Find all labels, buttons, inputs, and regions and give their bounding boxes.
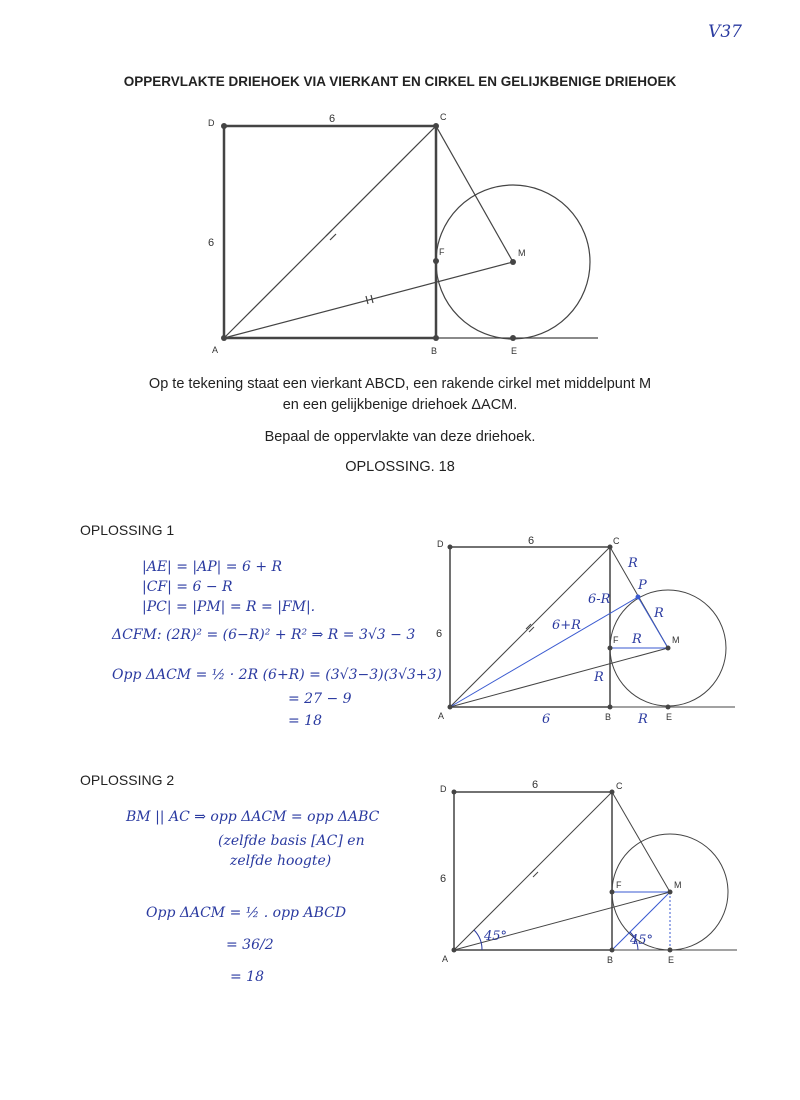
sol1-line-3: |PC| = |PM| = R = |FM|. bbox=[142, 599, 316, 615]
s1-note-r-top: R bbox=[628, 556, 638, 571]
s2-label-c: C bbox=[616, 781, 623, 791]
s1-label-side-top: 6 bbox=[528, 535, 535, 547]
sol1-line-5: Opp ΔACM = ½ · 2R (6+R) = (3√3−3)(3√3+3) bbox=[112, 667, 442, 683]
s1-label-d: D bbox=[437, 539, 444, 549]
main-figure bbox=[200, 108, 620, 360]
s1-note-6-bottom: 6 bbox=[542, 712, 551, 727]
s2-label-e: E bbox=[668, 955, 675, 965]
point-b bbox=[433, 335, 439, 341]
page-title: OPPERVLAKTE DRIEHOEK VIA VIERKANT EN CIRKEL EN GELIJKBENIGE DRIEHOEK bbox=[123, 74, 677, 89]
s1-label-f: F bbox=[613, 635, 619, 645]
sol1-line-6: = 27 − 9 bbox=[288, 691, 352, 707]
segment-am bbox=[224, 262, 513, 338]
label-f: F bbox=[439, 247, 445, 257]
s1-note-6-plus-r: 6+R bbox=[552, 618, 581, 633]
label-c: C bbox=[440, 112, 447, 122]
label-e: E bbox=[511, 346, 518, 356]
s1-note-6-minus-r: 6-R bbox=[588, 592, 611, 607]
solution1-heading: OPLOSSING 1 bbox=[80, 522, 175, 538]
problem-line-2: en een gelijkbenige driehoek ΔACM. bbox=[282, 397, 518, 413]
label-m: M bbox=[518, 248, 526, 258]
sol1-line-7: = 18 bbox=[288, 713, 322, 729]
s1-note-r-low: R bbox=[594, 670, 604, 685]
s2-note-angle-b: 45° bbox=[630, 933, 654, 948]
s2-label-a: A bbox=[442, 954, 449, 964]
sol1-line-1: |AE| = |AP| = 6 + R bbox=[142, 559, 283, 575]
s2-label-b: B bbox=[607, 955, 614, 965]
sol2-line-5: = 36/2 bbox=[226, 937, 274, 953]
s2-label-d: D bbox=[440, 784, 447, 794]
point-c bbox=[433, 123, 439, 129]
s1-label-side-left: 6 bbox=[436, 628, 443, 640]
sol1-line-4: ΔCFM: (2R)² = (6−R)² + R² ⇒ R = 3√3 − 3 bbox=[112, 627, 416, 643]
s1-note-p: P bbox=[638, 578, 647, 593]
solution1-figure bbox=[430, 535, 750, 727]
s2-label-side-top: 6 bbox=[532, 779, 539, 791]
label-side-top: 6 bbox=[329, 113, 336, 125]
s1-label-m: M bbox=[672, 635, 680, 645]
sol2-line-6: = 18 bbox=[230, 969, 264, 985]
label-a: A bbox=[212, 345, 219, 355]
sol2-line-4: Opp ΔACM = ½ . opp ABCD bbox=[146, 905, 347, 921]
s1-label-b: B bbox=[605, 712, 612, 722]
point-f bbox=[433, 258, 439, 264]
label-side-left: 6 bbox=[208, 237, 215, 249]
sol2-line-1: BM || AC ⇒ opp ΔACM = opp ΔABC bbox=[126, 809, 380, 825]
s2-note-angle-a: 45° bbox=[484, 929, 508, 944]
s2-label-m: M bbox=[674, 880, 682, 890]
sol1-line-2: |CF| = 6 − R bbox=[142, 579, 233, 595]
s1-note-r-right: R bbox=[654, 606, 664, 621]
s1-label-c: C bbox=[613, 536, 620, 546]
problem-line-1: Op te tekening staat een vierkant ABCD, een rakende cirkel met middelpunt M bbox=[148, 376, 652, 392]
point-m bbox=[510, 259, 516, 265]
point-d bbox=[221, 123, 227, 129]
label-d: D bbox=[208, 118, 215, 128]
label-b: B bbox=[431, 346, 438, 356]
s2-label-side-left: 6 bbox=[440, 873, 447, 885]
problem-line-3: Bepaal de oppervlakte van deze driehoek. bbox=[264, 429, 536, 445]
segment-cm bbox=[436, 126, 513, 262]
s1-label-a: A bbox=[438, 711, 445, 721]
s2-label-f: F bbox=[616, 880, 622, 890]
s1-label-e: E bbox=[666, 712, 673, 722]
s1-note-r-bottom: R bbox=[638, 712, 648, 727]
solution2-heading: OPLOSSING 2 bbox=[80, 772, 175, 788]
sol2-line-3: zelfde hoogte) bbox=[230, 853, 332, 869]
point-a bbox=[221, 335, 227, 341]
sol2-line-2: (zelfde basis [AC] en bbox=[218, 833, 365, 849]
s1-note-r-mid: R bbox=[632, 632, 642, 647]
answer-line: OPLOSSING. 18 bbox=[345, 459, 455, 475]
solution2-figure bbox=[432, 778, 752, 968]
corner-note: V37 bbox=[708, 22, 742, 42]
point-e bbox=[510, 335, 516, 341]
